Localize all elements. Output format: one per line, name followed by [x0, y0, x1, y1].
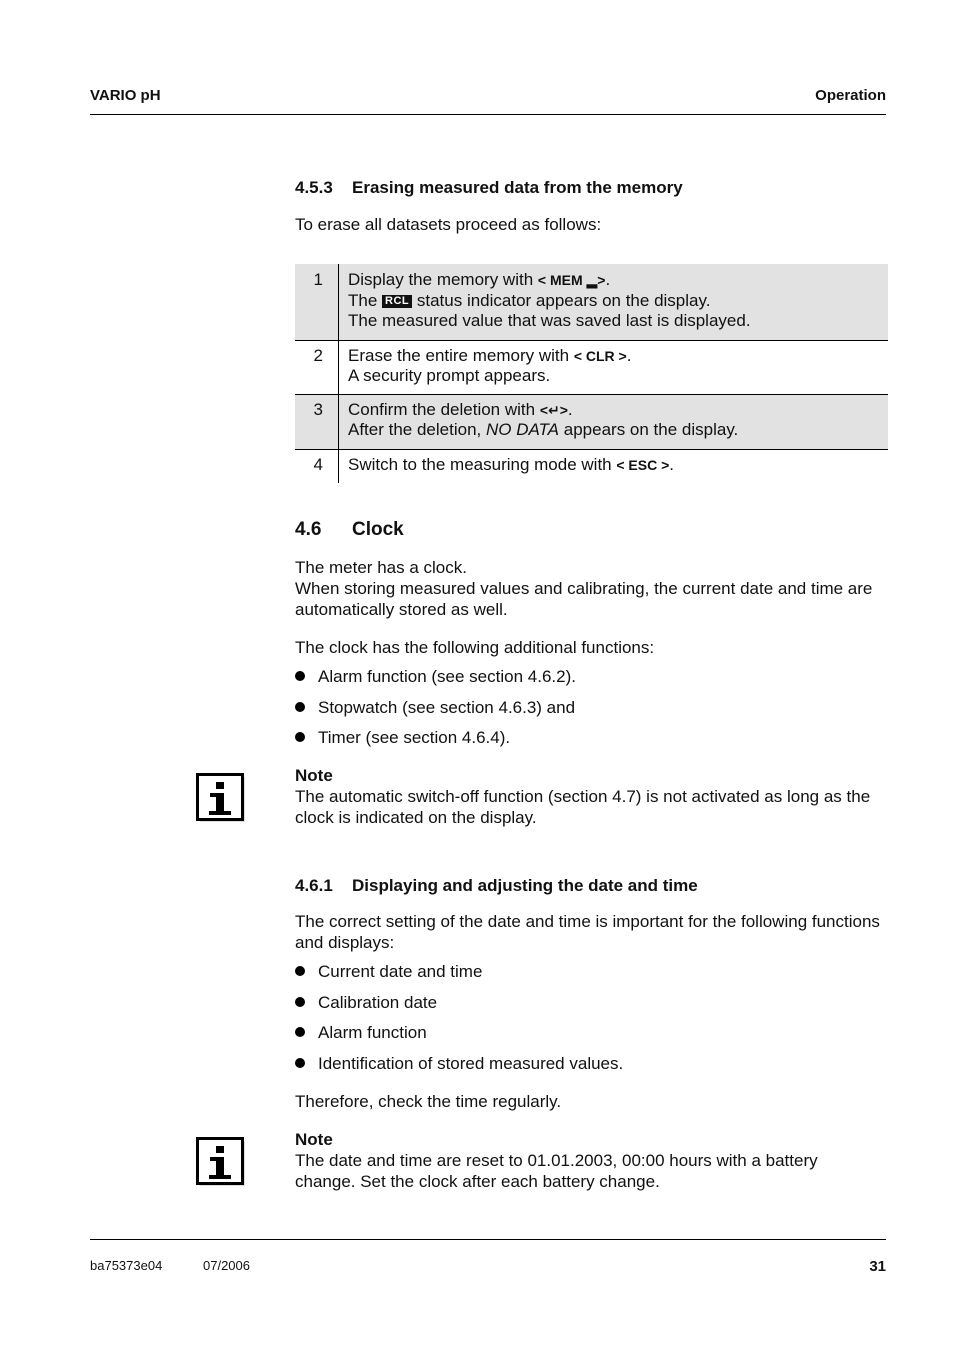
header-left: VARIO pH: [90, 87, 161, 104]
list-item: Identification of stored measured values.: [295, 1053, 623, 1074]
note-block: [295, 1130, 855, 1192]
clock-functions-intro: The clock has the following additional functions:: [295, 638, 655, 657]
list-item: Alarm function (see section 4.6.2).: [295, 666, 576, 687]
step-row: 2 Erase the entire memory with < CLR >. A security prompt appears.: [295, 340, 888, 394]
header-right: Operation: [815, 87, 886, 104]
section-intro: To erase all datasets proceed as follows:: [295, 215, 602, 234]
note-text: The date and time are reset to 01.01.2003, 00:00 hours with a battery change. Set the clock after each battery change.: [295, 1151, 818, 1191]
step-row: 1 Display the memory with < MEM ▂>. The RCL status indicator appears on the display. The measured value that was saved last is displayed.: [295, 264, 888, 340]
bullet-icon: [295, 997, 305, 1007]
clock-intro: The meter has a clock. When storing measured values and calibrating, the current date and time are automatically stored as well.: [295, 558, 873, 619]
bullet-icon: [295, 732, 305, 742]
enter-key: <↵>: [539, 401, 568, 418]
date-time-intro: The correct setting of the date and time is important for the following functions and displays:: [295, 912, 880, 952]
section-heading-4-6: 4.6 Clock: [295, 519, 404, 540]
mem-key: < MEM ▂>: [537, 272, 606, 288]
page-number: 31: [869, 1258, 886, 1275]
steps-table: [295, 264, 888, 483]
bullet-icon: [295, 1027, 305, 1037]
info-icon: [196, 773, 248, 825]
clr-key: < CLR >: [573, 347, 627, 364]
step-row: 3 Confirm the deletion with <↵>. After the deletion, NO DATA appears on the display.: [295, 394, 888, 449]
bullet-icon: [295, 966, 305, 976]
bullet-icon: [295, 702, 305, 712]
list-item: Timer (see section 4.6.4).: [295, 727, 576, 748]
note-block: [295, 766, 887, 828]
esc-key: < ESC >: [616, 456, 670, 473]
note-text: The automatic switch-off function (section 4.7) is not activated as long as the clock is indicated on the display.: [295, 787, 871, 827]
step-row: 4 Switch to the measuring mode with < ESC >.: [295, 449, 888, 483]
date-time-list: [295, 961, 623, 1074]
header-rule: [90, 114, 886, 115]
footer-date: 07/2006: [203, 1258, 250, 1273]
section-heading-4-5-3: 4.5.3 Erasing measured data from the memory: [295, 178, 683, 197]
footer-rule: [90, 1239, 886, 1240]
section-heading-4-6-1: 4.6.1 Displaying and adjusting the date and time: [295, 876, 698, 895]
bullet-icon: [295, 671, 305, 681]
list-item: Calibration date: [295, 992, 623, 1013]
note-title: Note: [295, 1130, 333, 1149]
rcl-status-indicator: RCL: [382, 295, 412, 308]
list-item: Current date and time: [295, 961, 623, 982]
list-item: Stopwatch (see section 4.6.3) and: [295, 697, 576, 718]
info-icon: [196, 1137, 248, 1189]
note-title: Note: [295, 766, 333, 785]
footer-doc-id: ba75373e04: [90, 1258, 163, 1273]
clock-functions-list: [295, 666, 576, 748]
list-item: Alarm function: [295, 1022, 623, 1043]
bullet-icon: [295, 1058, 305, 1068]
closing-text: Therefore, check the time regularly.: [295, 1092, 562, 1111]
